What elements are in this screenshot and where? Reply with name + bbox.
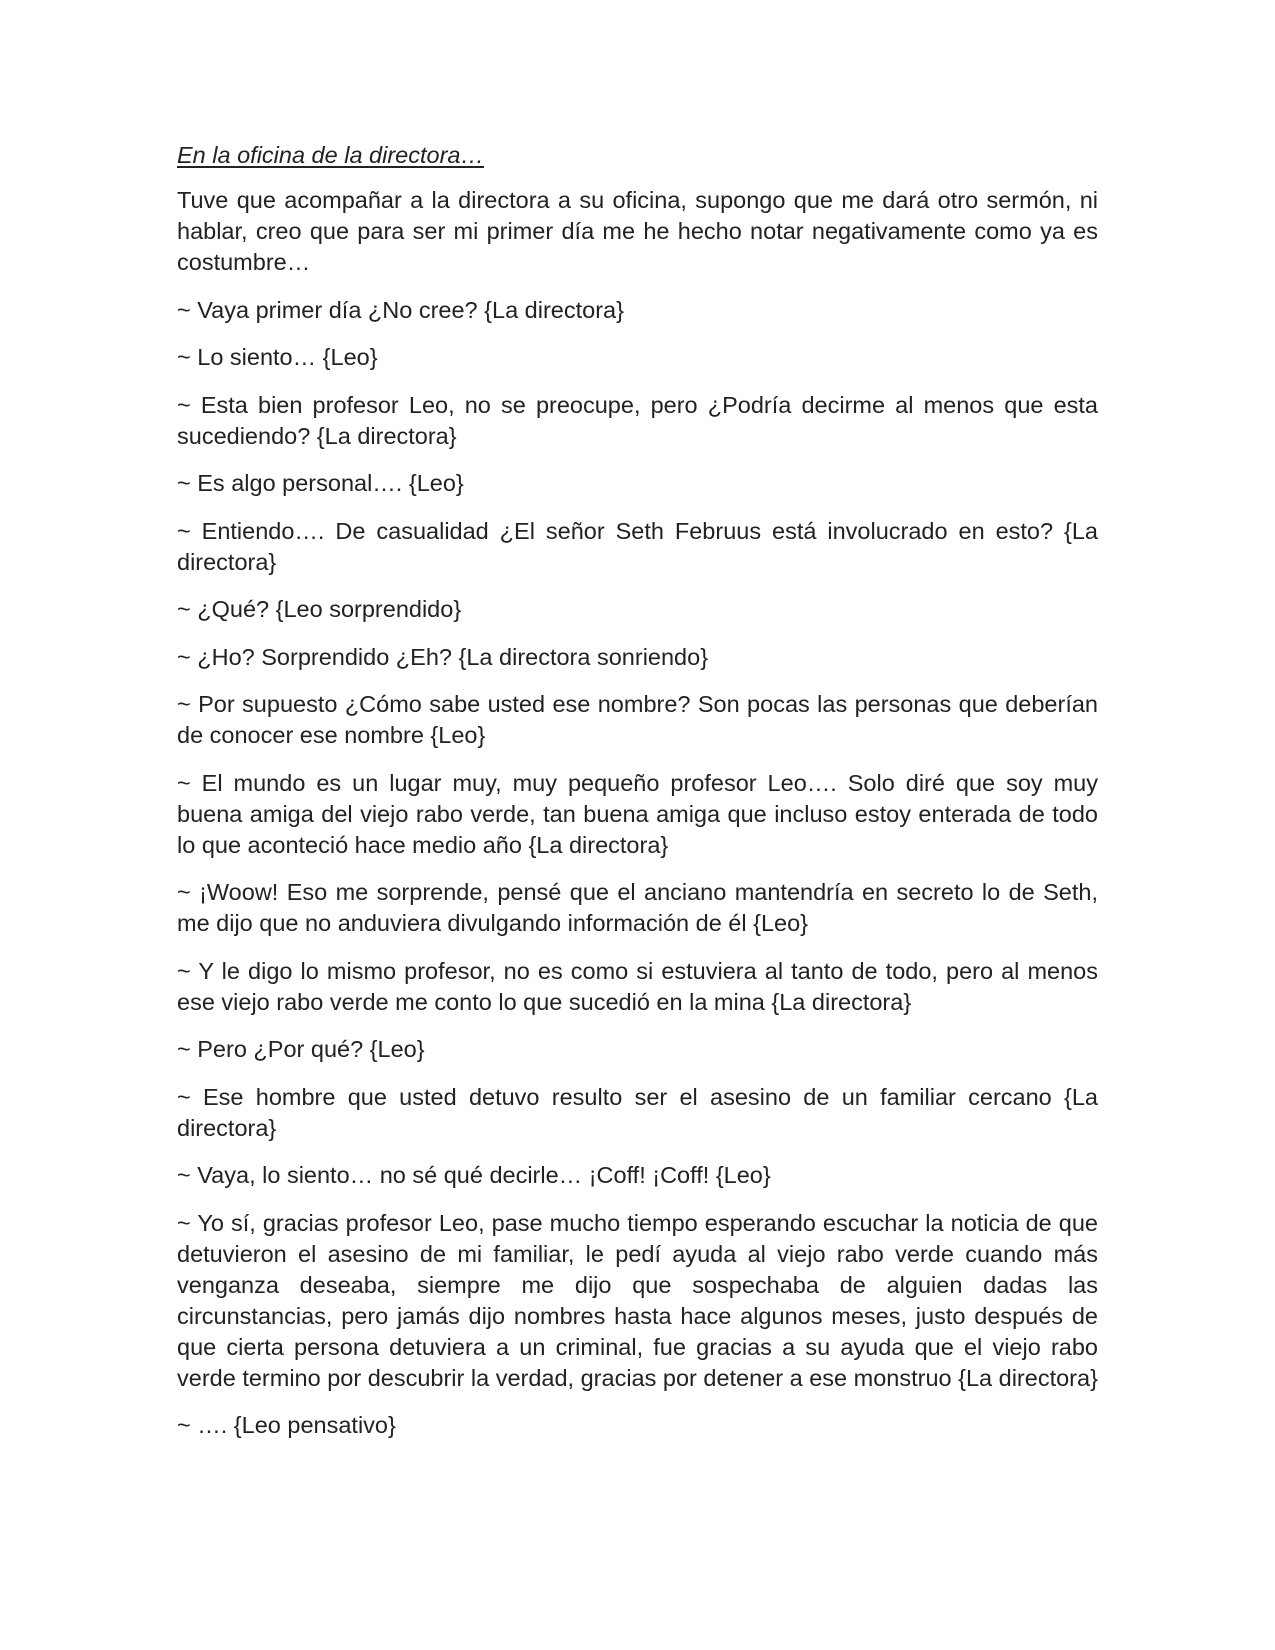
section-heading: En la oficina de la directora… [177, 142, 484, 168]
dialogue-line: ~ El mundo es un lugar muy, muy pequeño profesor Leo…. Solo diré que soy muy buena amiga del viejo rabo verde, tan buena amiga que incluso estoy enterada de todo lo que aconteció hace medio año {La directora} [177, 769, 1098, 858]
dialogue-line: ~ Lo siento… {Leo} [177, 344, 378, 370]
dialogue-line: ~ …. {Leo pensativo} [177, 1412, 396, 1438]
dialogue-line: ~ ¡Woow! Eso me sorprende, pensé que el anciano mantendría en secreto lo de Seth, me dijo que no anduviera divulgando información de él {Leo} [177, 879, 1098, 936]
dialogue-line: ~ Ese hombre que usted detuvo resulto ser el asesino de un familiar cercano {La directora} [177, 1083, 1098, 1141]
dialogue-line: ~ Yo sí, gracias profesor Leo, pase mucho tiempo esperando escuchar la noticia de que detuvieron el asesino de mi familiar, le pedí ayuda al viejo rabo verde cuando más venganza deseaba, siempre me dijo que sospechaba de alguien dadas las circunstancias, pero jamás dijo nombres hasta hace algunos meses, justo después de que cierta persona detuviera a un criminal, fue gracias a su ayuda que el viejo rabo verde termino por descubrir la verdad, gracias por detener a ese monstruo {La directora} [177, 1209, 1098, 1391]
dialogue-line: ~ Por supuesto ¿Cómo sabe usted ese nombre? Son pocas las personas que deberían de conocer ese nombre {Leo} [177, 691, 1098, 748]
dialogue-line: ~ Vaya primer día ¿No cree? {La directora} [177, 296, 624, 323]
dialogue-line: ~ Esta bien profesor Leo, no se preocupe, pero ¿Podría decirme al menos que esta sucediendo? {La directora} [177, 391, 1098, 449]
dialogue-line: ~ ¿Ho? Sorprendido ¿Eh? {La directora sonriendo} [177, 643, 709, 670]
dialogue-line: ~ ¿Qué? {Leo sorprendido} [177, 596, 462, 622]
dialogue-line: ~ Y le digo lo mismo profesor, no es como si estuviera al tanto de todo, pero al menos ese viejo rabo verde me conto lo que sucedió en la mina {La directora} [177, 957, 1098, 1015]
dialogue-line: ~ Es algo personal…. {Leo} [177, 470, 464, 496]
document-page [177, 140, 1098, 1458]
dialogue-line: ~ Vaya, lo siento… no sé qué decirle… ¡Coff! ¡Coff! {Leo} [177, 1162, 771, 1188]
narration-paragraph: Tuve que acompañar a la directora a su oficina, supongo que me dará otro sermón, ni hablar, creo que para ser mi primer día me he hecho notar negativamente como ya es costumbre… [177, 187, 1098, 275]
dialogue-line: ~ Entiendo…. De casualidad ¿El señor Seth Februus está involucrado en esto? {La directora} [177, 517, 1098, 575]
dialogue-line: ~ Pero ¿Por qué? {Leo} [177, 1036, 425, 1062]
